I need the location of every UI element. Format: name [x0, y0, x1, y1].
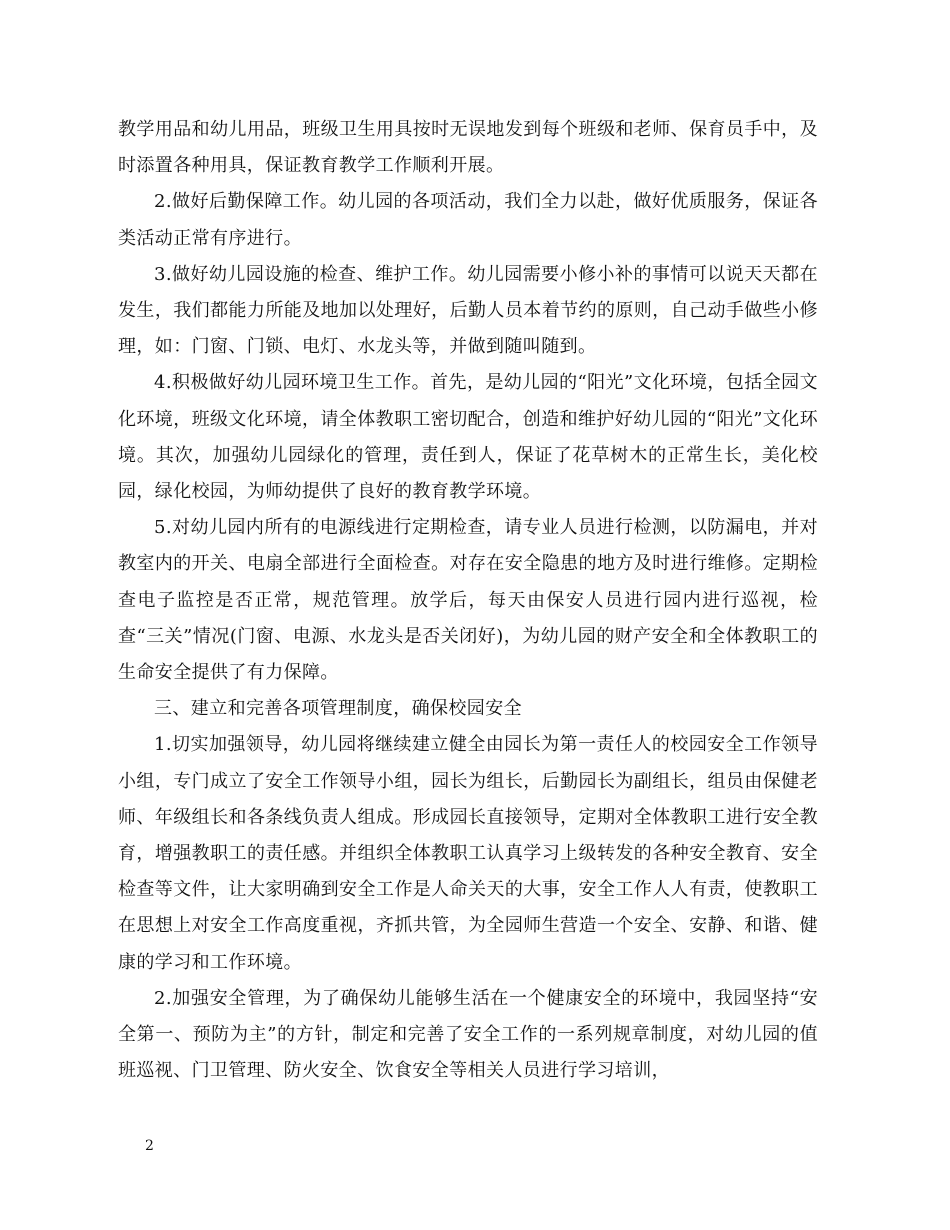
paragraph-continued: 教学用品和幼儿用品，班级卫生用具按时无误地发到每个班级和老师、保育员手中，及时添置各种用具，保证教育教学工作顺利开展。	[118, 119, 818, 177]
document-body	[118, 112, 818, 1089]
paragraph-environment-hygiene: 4.积极做好幼儿园环境卫生工作。首先，是幼儿园的“阳光”文化环境，包括全园文化环境，班级文化环境，请全体教职工密切配合，创造和维护好幼儿园的“阳光”文化环境。其次，加强幼儿园绿化的管理，责任到人，保证了花草树木的正常生长，美化校园，绿化校园，为师幼提供了良好的教育教学环境。	[118, 372, 819, 503]
paragraph-logistics-support: 2.做好后勤保障工作。幼儿园的各项活动，我们全力以赴，做好优质服务，保证各类活动正常有序进行。	[118, 191, 818, 249]
section-heading-management-system: 三、建立和完善各项管理制度，确保校园安全	[154, 698, 522, 720]
paragraph-electrical-inspection: 5.对幼儿园内所有的电源线进行定期检查，请专业人员进行检测，以防漏电，并对教室内的开关、电扇全部进行全面检查。对存在安全隐患的地方及时进行维修。定期检查电子监控是否正常，规范管理。放学后，每天由保安人员进行园内进行巡视，检查“三关”情况(门窗、电源、水龙头是否关闭好)，为幼儿园的财产安全和全体教职工的生命安全提供了有力保障。	[118, 517, 818, 684]
paragraph-facility-maintenance: 3.做好幼儿园设施的检查、维护工作。幼儿园需要小修小补的事情可以说天天都在发生，我们都能力所能及地加以处理好，后勤人员本着节约的原则，自己动手做些小修理，如：门窗、门锁、电灯、水龙头等，并做到随叫随到。	[118, 263, 818, 358]
paragraph-leadership: 1.切实加强领导，幼儿园将继续建立健全由园长为第一责任人的校园安全工作领导小组，专门成立了安全工作领导小组，园长为组长，后勤园长为副组长，组员由保健老师、年级组长和各条线负责人组成。形成园长直接领导，定期对全体教职工进行安全教育，增强教职工的责任感。并组织全体教职工认真学习上级转发的各种安全教育、安全检查等文件，让大家明确到安全工作是人命关天的大事，安全工作人人有责，使教职工在思想上对安全工作高度重视，齐抓共管，为全园师生营造一个安全、安静、和谐、健康的学习和工作环境。	[118, 734, 818, 973]
paragraph-safety-management: 2.加强安全管理，为了确保幼儿能够生活在一个健康安全的环境中，我园坚持“安全第一、预防为主”的方针，制定和完善了安全工作的一系列规章制度，对幼儿园的值班巡视、门卫管理、防火安全、饮食安全等相关人员进行学习培训，	[118, 987, 818, 1082]
page-number: 2	[145, 1138, 154, 1154]
